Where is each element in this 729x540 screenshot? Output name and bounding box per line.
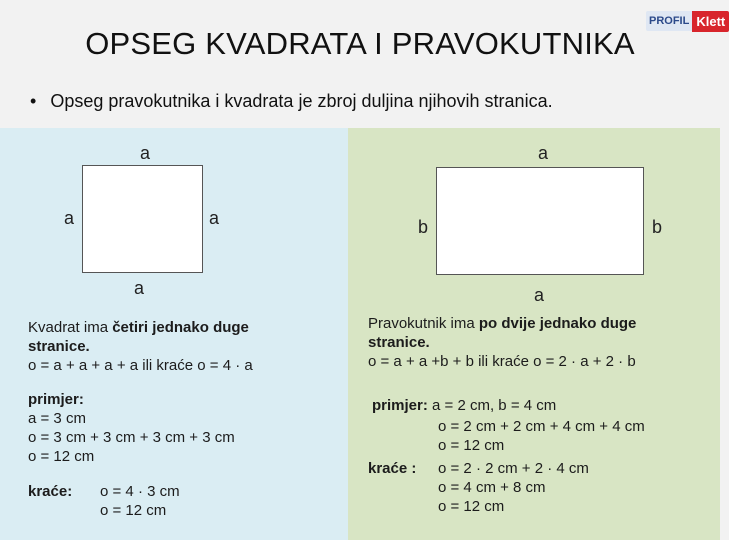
rectangle-short-line: o = 2 · 2 cm + 2 · 4 cm <box>438 460 589 477</box>
rectangle-example <box>438 417 645 455</box>
square-description <box>28 318 343 375</box>
square-label-right: a <box>209 208 220 228</box>
square-example-line: a = 3 cm <box>28 410 86 427</box>
square-example-heading: primjer: <box>28 391 84 408</box>
square-formula: o = a + a + a + a ili kraće o = 4 · a <box>28 357 253 374</box>
square-desc-prefix: Kvadrat ima <box>28 319 113 336</box>
square-label-top: a <box>140 143 151 163</box>
rectangle-label-top: a <box>538 143 549 163</box>
square-short-line: o = 4 · 3 cm <box>100 483 180 500</box>
rectangle-short-lines <box>438 459 589 516</box>
rectangle-formula: o = a + a +b + b ili kraće o = 2 · a + 2 · b <box>368 353 636 370</box>
square-example-line: o = 3 cm + 3 cm + 3 cm + 3 cm <box>28 429 235 446</box>
square-example <box>28 390 343 466</box>
rectangle-desc-bold: po dvije jednako duge <box>478 315 637 332</box>
rectangle-example-heading: primjer: <box>372 397 428 414</box>
square-short-label-text: kraće: <box>28 483 73 500</box>
rectangle-shape <box>436 167 644 275</box>
publisher-logo <box>646 6 726 36</box>
square-shape <box>82 165 203 273</box>
rectangle-label-left: b <box>418 217 429 237</box>
rectangle-example-values: a = 2 cm, b = 4 cm <box>427 397 557 414</box>
rectangle-short-label <box>368 459 416 478</box>
rectangle-desc-prefix: Pravokutnik ima <box>368 315 479 332</box>
rectangle-short-line: o = 4 cm + 8 cm <box>438 479 546 496</box>
logo-part-profil: PROFIL <box>646 11 692 31</box>
rectangle-example-line: o = 12 cm <box>438 437 505 454</box>
rectangle-description <box>368 314 713 371</box>
rectangle-label-right: b <box>652 217 663 237</box>
rectangle-short-label-text: kraće : <box>368 460 417 477</box>
slide-title: OPSEG KVADRATA I PRAVOKUTNIKA <box>85 26 635 61</box>
rectangle-example-head <box>372 396 556 415</box>
square-example-line: o = 12 cm <box>28 448 95 465</box>
bullet-icon: • <box>30 91 37 111</box>
square-short-lines <box>100 482 180 520</box>
rectangle-short-line: o = 12 cm <box>438 498 505 515</box>
square-desc-line2: stranice. <box>28 338 90 355</box>
square-desc-bold: četiri jednako duge <box>112 319 249 336</box>
rectangle-label-bottom: a <box>534 285 545 305</box>
bullet-point <box>30 91 553 112</box>
bullet-text: Opseg pravokutnika i kvadrata je zbroj duljina njihovih stranica. <box>50 91 553 111</box>
rectangle-desc-line2: stranice. <box>368 334 430 351</box>
square-label-bottom: a <box>134 278 145 298</box>
square-label-left: a <box>64 208 75 228</box>
rectangle-example-line: o = 2 cm + 2 cm + 4 cm + 4 cm <box>438 418 645 435</box>
square-short-line: o = 12 cm <box>100 502 167 519</box>
logo-part-klett: Klett <box>692 11 729 32</box>
square-short-label <box>28 482 72 501</box>
